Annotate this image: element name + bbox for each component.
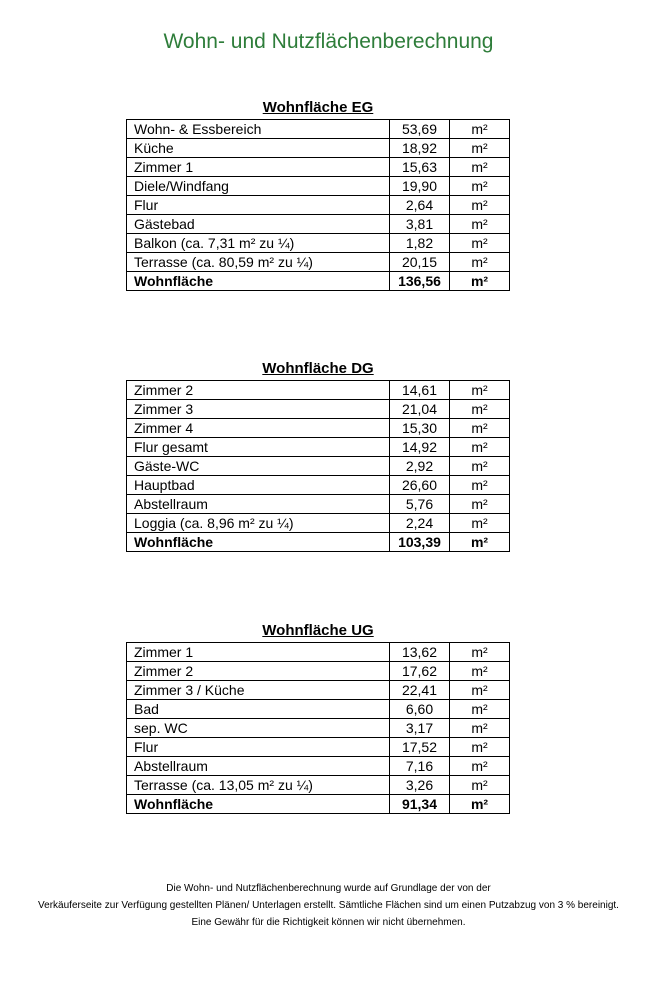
area-unit: m² xyxy=(450,514,510,533)
area-value: 14,61 xyxy=(390,381,450,400)
area-unit: m² xyxy=(450,643,510,662)
area-value: 15,30 xyxy=(390,419,450,438)
area-value: 21,04 xyxy=(390,400,450,419)
section-ug xyxy=(126,620,510,814)
room-name: Zimmer 3 / Küche xyxy=(127,681,390,700)
area-table xyxy=(126,642,510,814)
table-row xyxy=(127,381,510,400)
room-name: Terrasse (ca. 80,59 m² zu ¼) xyxy=(127,253,390,272)
room-name: Flur xyxy=(127,738,390,757)
room-name: Zimmer 1 xyxy=(127,158,390,177)
room-name: Abstellraum xyxy=(127,757,390,776)
page-title: Wohn- und Nutzflächenberechnung xyxy=(163,30,494,53)
room-name: Wohnfläche xyxy=(127,795,390,814)
total-row xyxy=(127,795,510,814)
room-name: Diele/Windfang xyxy=(127,177,390,196)
table-row xyxy=(127,700,510,719)
area-unit: m² xyxy=(450,272,510,291)
table-row xyxy=(127,234,510,253)
table-row xyxy=(127,738,510,757)
area-table xyxy=(126,119,510,291)
table-row xyxy=(127,495,510,514)
table-row xyxy=(127,139,510,158)
area-unit: m² xyxy=(450,738,510,757)
area-unit: m² xyxy=(450,120,510,139)
area-unit: m² xyxy=(450,400,510,419)
room-name: Zimmer 2 xyxy=(127,662,390,681)
area-unit: m² xyxy=(450,253,510,272)
table-row xyxy=(127,476,510,495)
total-row xyxy=(127,272,510,291)
total-row xyxy=(127,533,510,552)
table-row xyxy=(127,120,510,139)
table-row xyxy=(127,757,510,776)
room-name: Loggia (ca. 8,96 m² zu ¼) xyxy=(127,514,390,533)
room-name: Flur gesamt xyxy=(127,438,390,457)
area-unit: m² xyxy=(450,196,510,215)
disclaimer-line: Verkäuferseite zur Verfügung gestellten Plänen/ Unterlagen erstellt. Sämtliche Flächen sind um einen Putzabzug von 3 % bereinigt. xyxy=(38,900,619,911)
area-value: 2,64 xyxy=(390,196,450,215)
section-dg xyxy=(126,358,510,552)
table-row xyxy=(127,196,510,215)
area-unit: m² xyxy=(450,533,510,552)
section-heading: Wohnfläche DG xyxy=(262,360,374,377)
disclaimer xyxy=(0,880,657,931)
table-row xyxy=(127,158,510,177)
area-value: 103,39 xyxy=(390,533,450,552)
room-name: Flur xyxy=(127,196,390,215)
area-value: 14,92 xyxy=(390,438,450,457)
area-unit: m² xyxy=(450,419,510,438)
area-value: 17,62 xyxy=(390,662,450,681)
table-row xyxy=(127,457,510,476)
area-value: 53,69 xyxy=(390,120,450,139)
area-unit: m² xyxy=(450,139,510,158)
area-value: 19,90 xyxy=(390,177,450,196)
table-row xyxy=(127,419,510,438)
area-value: 22,41 xyxy=(390,681,450,700)
area-value: 6,60 xyxy=(390,700,450,719)
room-name: Zimmer 2 xyxy=(127,381,390,400)
area-unit: m² xyxy=(450,681,510,700)
area-unit: m² xyxy=(450,719,510,738)
area-unit: m² xyxy=(450,177,510,196)
area-unit: m² xyxy=(450,476,510,495)
area-unit: m² xyxy=(450,438,510,457)
room-name: Zimmer 3 xyxy=(127,400,390,419)
table-row xyxy=(127,719,510,738)
area-unit: m² xyxy=(450,795,510,814)
area-value: 26,60 xyxy=(390,476,450,495)
room-name: Küche xyxy=(127,139,390,158)
area-unit: m² xyxy=(450,700,510,719)
area-value: 13,62 xyxy=(390,643,450,662)
area-value: 2,92 xyxy=(390,457,450,476)
table-row xyxy=(127,681,510,700)
area-unit: m² xyxy=(450,234,510,253)
area-unit: m² xyxy=(450,776,510,795)
table-row xyxy=(127,438,510,457)
area-value: 5,76 xyxy=(390,495,450,514)
section-heading: Wohnfläche UG xyxy=(262,622,374,639)
disclaimer-line: Eine Gewähr für die Richtigkeit können wir nicht übernehmen. xyxy=(191,917,466,928)
room-name: Gäste-WC xyxy=(127,457,390,476)
table-row xyxy=(127,643,510,662)
room-name: Abstellraum xyxy=(127,495,390,514)
room-name: Zimmer 1 xyxy=(127,643,390,662)
table-row xyxy=(127,400,510,419)
room-name: Terrasse (ca. 13,05 m² zu ¼) xyxy=(127,776,390,795)
area-value: 3,17 xyxy=(390,719,450,738)
area-value: 2,24 xyxy=(390,514,450,533)
area-table xyxy=(126,380,510,552)
area-unit: m² xyxy=(450,158,510,177)
area-unit: m² xyxy=(450,757,510,776)
room-name: Zimmer 4 xyxy=(127,419,390,438)
table-row xyxy=(127,662,510,681)
area-unit: m² xyxy=(450,215,510,234)
area-unit: m² xyxy=(450,457,510,476)
room-name: Gästebad xyxy=(127,215,390,234)
section-eg xyxy=(126,97,510,291)
area-value: 1,82 xyxy=(390,234,450,253)
table-row xyxy=(127,253,510,272)
table-row xyxy=(127,776,510,795)
room-name: Wohn- & Essbereich xyxy=(127,120,390,139)
area-value: 3,26 xyxy=(390,776,450,795)
section-heading: Wohnfläche EG xyxy=(262,99,374,116)
area-unit: m² xyxy=(450,662,510,681)
area-value: 15,63 xyxy=(390,158,450,177)
area-unit: m² xyxy=(450,381,510,400)
area-value: 136,56 xyxy=(390,272,450,291)
room-name: Bad xyxy=(127,700,390,719)
room-name: Wohnfläche xyxy=(127,272,390,291)
room-name: Hauptbad xyxy=(127,476,390,495)
area-value: 91,34 xyxy=(390,795,450,814)
area-value: 20,15 xyxy=(390,253,450,272)
area-value: 18,92 xyxy=(390,139,450,158)
table-row xyxy=(127,514,510,533)
room-name: Balkon (ca. 7,31 m² zu ¼) xyxy=(127,234,390,253)
table-row xyxy=(127,177,510,196)
room-name: Wohnfläche xyxy=(127,533,390,552)
area-value: 3,81 xyxy=(390,215,450,234)
area-value: 7,16 xyxy=(390,757,450,776)
room-name: sep. WC xyxy=(127,719,390,738)
table-row xyxy=(127,215,510,234)
area-unit: m² xyxy=(450,495,510,514)
area-value: 17,52 xyxy=(390,738,450,757)
disclaimer-line: Die Wohn- und Nutzflächenberechnung wurde auf Grundlage der von der xyxy=(166,883,491,894)
